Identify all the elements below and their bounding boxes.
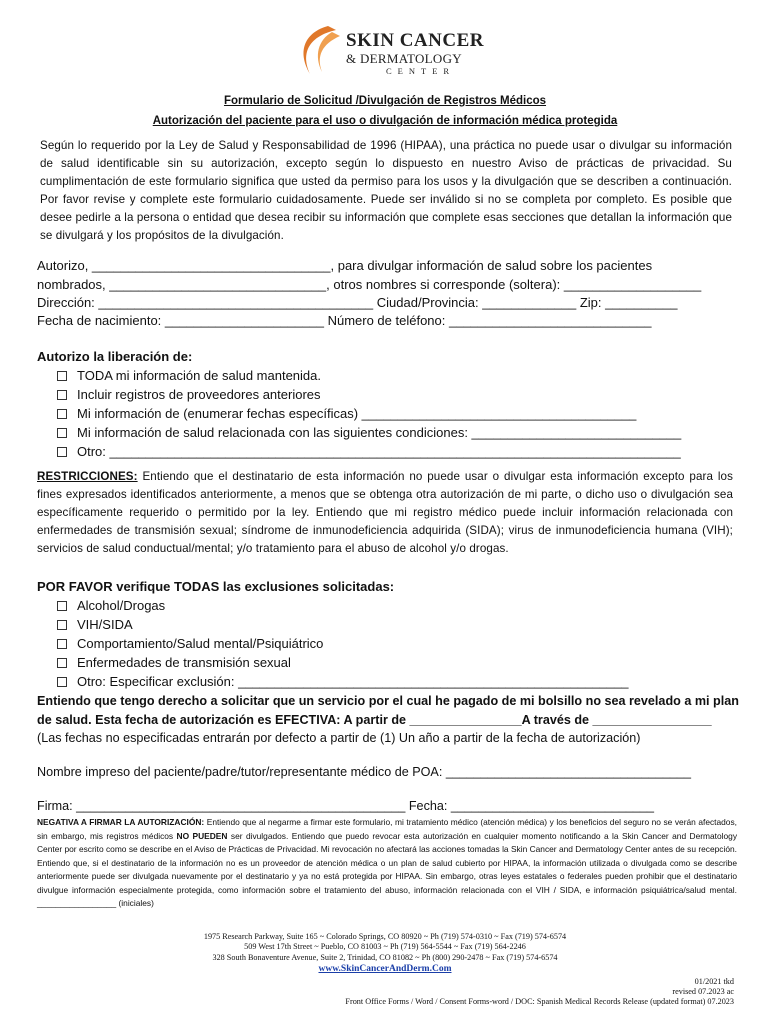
- dates-note: (Las fechas no especificadas entrarán por defecto a partir de (1) Un año a partir de la fecha de autorización): [37, 731, 641, 745]
- names-field-line[interactable]: nombrados, ______________________________, otros nombres si corresponde (soltera): ___________________: [37, 277, 702, 292]
- checkbox-icon[interactable]: [57, 409, 67, 419]
- footer-address-3: 328 South Bonaventure Avenue, Suite 2, Trinidad, CO 81082 ~ Ph (800) 290-2478 ~ Fax (719) 574-6574: [212, 953, 558, 962]
- checkbox-icon[interactable]: [57, 371, 67, 381]
- refusal-label: NEGATIVA A FIRMAR LA AUTORIZACIÓN:: [37, 817, 205, 827]
- intro-paragraph: Según lo requerido por la Ley de Salud y Responsabilidad de 1996 (HIPAA), una práctica no puede usar o divulgar su información de salud identificable sin su autorización, excepto según lo dispuesto en nuestro Aviso de prácticas de privacidad. Su cumplimentación de este formulario significa que usted da permiso para los usos y la divulgación que se describen a continuación. Por favor revise y complete este formulario cuidadosamente. Puede ser inválido si no se completa por completo. Es posible que desee pedirle a la persona o entidad que desea recibir su información que complete esas secciones que detallan la información que se divulgará y los propósitos de la divulgación.: [40, 139, 732, 242]
- refusal-paragraph: NEGATIVA A FIRMAR LA AUTORIZACIÓN: Entiendo que al negarme a firmar este formulario, mi tratamiento médico (atención médica) y los beneficios del seguro no se verán afectados, sin embargo, mis registros médicos NO PUEDEN ser divulgados. Entiendo que puedo revocar esta autorización en cualquier momento notificando a la Skin Cancer and Dermatology Center por escrito como se describe en el Aviso de Prácticas de Privacidad. Mi revocación no afectará las acciones tomadas la Skin Cancer and Dermatology Center antes de su recepción. Entiendo que, si el destinatario de la información no es un proveedor de atención médica o un plan de salud cubierto por HIPAA, la información utilizada o divulgada como se describe anteriormente puede ser divulgada nuevamente por el destinatario y ya no está protegida por HIPAA. Sin embargo, otras leyes estatales o federales pueden prohibir que el destinatario divulgue información especialmente protegida, como información sobre el tratamiento del abuso, información relacionada con el VIH / SIDA, e información psiquiátrica/salud mental. _________________ (iniciales): [37, 817, 738, 908]
- checkbox-icon[interactable]: [57, 677, 67, 687]
- exclusion-item[interactable]: Otro: Especificar exclusión: ______________________________________________________: [57, 672, 629, 691]
- release-heading: Autorizo la liberación de:: [37, 349, 193, 364]
- logo-line2: & DERMATOLOGY: [346, 51, 462, 66]
- checkbox-icon[interactable]: [57, 447, 67, 457]
- footer-website-wrap: [0, 964, 770, 975]
- checkbox-icon[interactable]: [57, 601, 67, 611]
- logo-line3: CENTER: [386, 66, 456, 76]
- exclusion-item[interactable]: Comportamiento/Salud mental/Psiquiátrico: [57, 634, 323, 653]
- logo-swoosh-icon: [288, 22, 350, 78]
- checkbox-icon[interactable]: [57, 428, 67, 438]
- release-item[interactable]: Mi información de salud relacionada con las siguientes condiciones: _____________________________: [57, 423, 681, 442]
- rights-line1: Entiendo que tengo derecho a solicitar que un servicio por el cual he pagado de mi bolsillo no sea revelado a mi plan: [37, 694, 739, 708]
- website-link[interactable]: www.SkinCancerAndDerm.Com: [318, 964, 452, 974]
- printed-name-line[interactable]: Nombre impreso del paciente/padre/tutor/representante médico de POA: ___________________________________: [37, 765, 691, 779]
- checkbox-icon[interactable]: [57, 390, 67, 400]
- revision-1: 01/2021 tkd: [694, 977, 734, 986]
- signature-line[interactable]: Firma: _______________________________________________ Fecha: _____________________________: [37, 799, 654, 813]
- footer-address-2: 509 West 17th Street ~ Pueblo, CO 81003 ~ Ph (719) 564-5544 ~ Fax (719) 564-2246: [244, 942, 526, 951]
- effective-date-line[interactable]: de salud. Esta fecha de autorización es EFECTIVA: A partir de ________________A través de _________________: [37, 713, 712, 727]
- restrictions-label: RESTRICCIONES:: [37, 470, 138, 483]
- form-title: Formulario de Solicitud /Divulgación de Registros Médicos: [223, 95, 547, 107]
- checkbox-icon[interactable]: [57, 620, 67, 630]
- release-item[interactable]: Otro: _______________________________________________________________________________: [57, 442, 681, 461]
- footer-address-1: 1975 Research Parkway, Suite 165 ~ Colorado Springs, CO 80920 ~ Ph (719) 574-0310 ~ Fax (719) 574-6574: [203, 932, 567, 941]
- form-subtitle: Autorización del paciente para el uso o divulgación de información médica protegida: [152, 115, 618, 127]
- address-field-line[interactable]: Dirección: ______________________________________ Ciudad/Provincia: _____________ Zip: __________: [37, 295, 678, 310]
- release-item[interactable]: TODA mi información de salud mantenida.: [57, 366, 321, 385]
- clinic-logo: [288, 22, 484, 78]
- dob-phone-field-line[interactable]: Fecha de nacimiento: ______________________ Número de teléfono: ____________________________: [37, 313, 652, 328]
- checkbox-icon[interactable]: [57, 639, 67, 649]
- authorize-field-line[interactable]: Autorizo, _________________________________, para divulgar información de salud sobre los pacientes: [37, 258, 653, 273]
- exclusion-item[interactable]: Alcohol/Drogas: [57, 596, 165, 615]
- logo-line1: SKIN CANCER: [346, 30, 484, 51]
- exclusions-heading: POR FAVOR verifique TODAS las exclusiones solicitadas:: [37, 579, 395, 594]
- file-path: Front Office Forms / Word / Consent Forms-word / DOC: Spanish Medical Records Release (updated format) 07.2023: [345, 997, 734, 1006]
- checkbox-icon[interactable]: [57, 658, 67, 668]
- revision-2: revised 07.2023 ac: [672, 987, 734, 996]
- exclusion-item[interactable]: Enfermedades de transmisión sexual: [57, 653, 291, 672]
- restrictions-paragraph: RESTRICCIONES: Entiendo que el destinatario de esta información no puede usar o divulgar esta información excepto para los fines expresados identificados anteriormente, a menos que se obtenga otra autorización de mi parte, o dicho uso o divulgación sea específicamente requerido o permitido por la ley. Entiendo que mi registro médico puede incluir información relacionada con enfermedades de transmisión sexual; síndrome de inmunodeficiencia adquirida (SIDA); virus de inmunodeficiencia humana (VIH); servicios de salud conductual/mental; y/o tratamiento para el abuso de alcohol y/o drogas.: [37, 470, 733, 555]
- release-item[interactable]: Incluir registros de proveedores anteriores: [57, 385, 321, 404]
- exclusion-item[interactable]: VIH/SIDA: [57, 615, 133, 634]
- release-item[interactable]: Mi información de (enumerar fechas específicas) ______________________________________: [57, 404, 636, 423]
